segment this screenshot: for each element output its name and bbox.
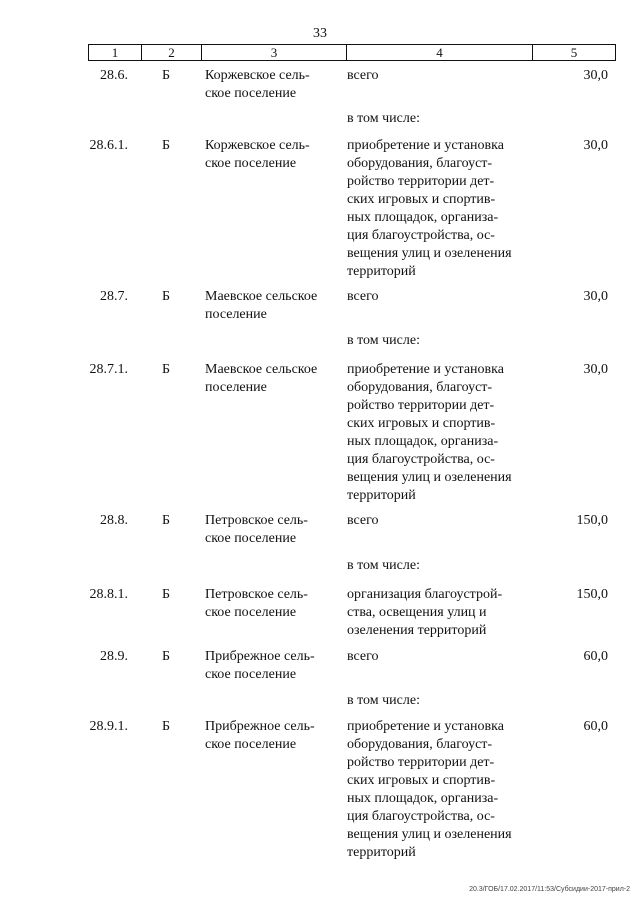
row-description: всего <box>347 513 379 528</box>
row-municipality: Петровское сель- ское поселение <box>205 513 308 546</box>
row-amount: 30,0 <box>583 68 608 83</box>
row-number: 28.6.1. <box>89 138 128 153</box>
row-description: приобретение и установка оборудования, благоуст- ройство территории дет- ских игровых и спортив- ных площадок, организа- ция благоустройства, ос- вещения улиц и озеленения территорий <box>347 719 512 860</box>
row-number: 28.8. <box>100 513 128 528</box>
header-col-5: 5 <box>532 45 615 60</box>
row-municipality: Маевское сельское поселение <box>205 289 318 322</box>
row-amount: 30,0 <box>583 138 608 153</box>
row-municipality: Прибрежное сель- ское поселение <box>205 649 315 682</box>
row-category: Б <box>161 649 171 664</box>
row-category: Б <box>161 513 171 528</box>
row-category: Б <box>161 362 171 377</box>
table-header <box>88 44 616 61</box>
row-number: 28.9. <box>100 649 128 664</box>
row-description: организация благоустрой- ства, освещения улиц и озеленения территорий <box>347 587 503 638</box>
row-number: 28.8.1. <box>89 587 128 602</box>
row-description: всего <box>347 649 379 664</box>
row-description: всего <box>347 289 379 304</box>
header-col-2: 2 <box>141 45 201 60</box>
row-description: в том числе: <box>347 558 420 573</box>
row-category: Б <box>161 68 171 83</box>
row-number: 28.9.1. <box>89 719 128 734</box>
row-description: приобретение и установка оборудования, благоуст- ройство территории дет- ских игровых и спортив- ных площадок, организа- ция благоустройства, ос- вещения улиц и озеленения территорий <box>347 362 512 503</box>
row-municipality: Петровское сель- ское поселение <box>205 587 308 620</box>
row-description: в том числе: <box>347 333 420 348</box>
row-description: в том числе: <box>347 111 420 126</box>
row-amount: 150,0 <box>576 513 608 528</box>
row-number: 28.7. <box>100 289 128 304</box>
row-municipality: Коржевское сель- ское поселение <box>205 68 310 101</box>
row-amount: 30,0 <box>583 362 608 377</box>
row-description: всего <box>347 68 379 83</box>
row-municipality: Коржевское сель- ское поселение <box>205 138 310 171</box>
row-description: приобретение и установка оборудования, благоуст- ройство территории дет- ских игровых и спортив- ных площадок, организа- ция благоустройства, ос- вещения улиц и озеленения территорий <box>347 138 512 279</box>
header-col-1: 1 <box>111 45 119 60</box>
row-municipality: Прибрежное сель- ское поселение <box>205 719 315 752</box>
row-amount: 30,0 <box>583 289 608 304</box>
row-number: 28.6. <box>100 68 128 83</box>
row-category: Б <box>161 719 171 734</box>
row-category: Б <box>161 587 171 602</box>
header-col-3: 3 <box>201 45 346 60</box>
row-category: Б <box>161 289 171 304</box>
page-number: 33 <box>313 26 327 41</box>
row-description: в том числе: <box>347 693 420 708</box>
row-category: Б <box>161 138 171 153</box>
row-number: 28.7.1. <box>89 362 128 377</box>
row-amount: 150,0 <box>576 587 608 602</box>
row-amount: 60,0 <box>583 649 608 664</box>
row-municipality: Маевское сельское поселение <box>205 362 318 395</box>
row-amount: 60,0 <box>583 719 608 734</box>
header-col-4: 4 <box>346 45 532 60</box>
footer-stamp: 20.3/ГОБ/17.02.2017/11:53/Субсидии-2017-прил-2 <box>469 886 630 893</box>
